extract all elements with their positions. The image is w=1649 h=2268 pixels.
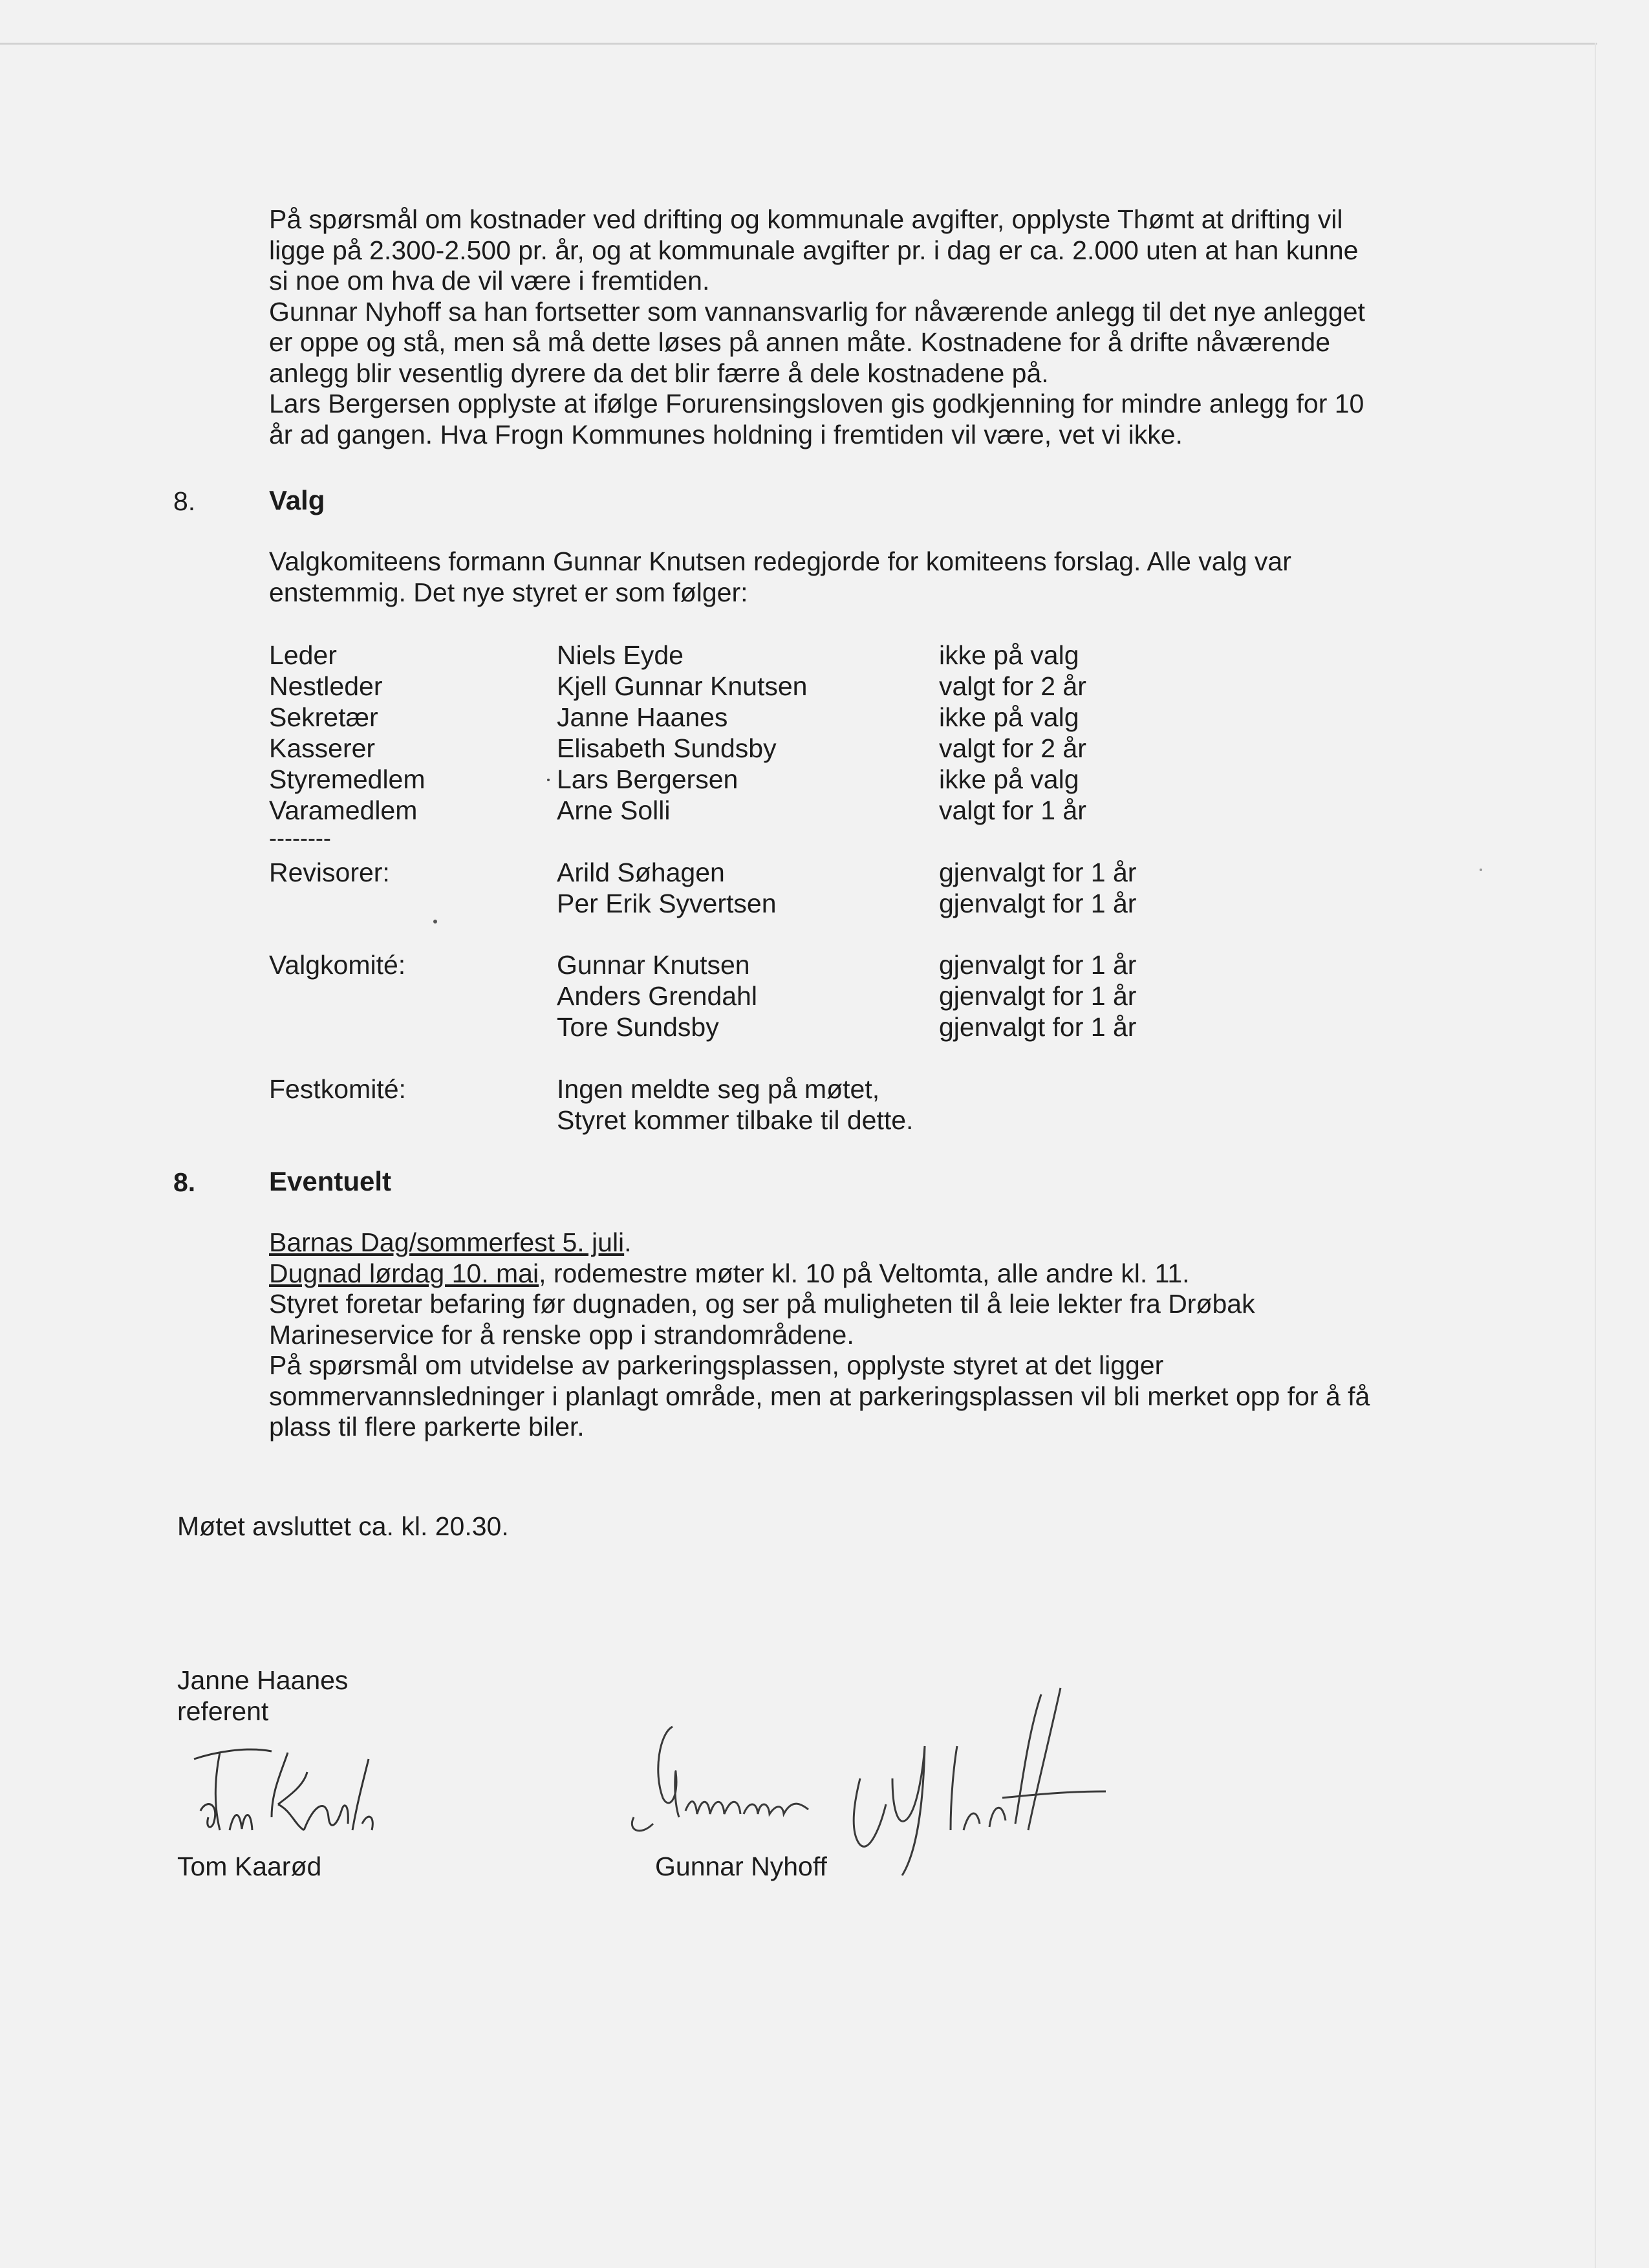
role-cell: Nestleder [269, 671, 383, 701]
festkomite-label: Festkomité: [269, 1074, 406, 1104]
eventuelt-body [269, 1227, 1420, 1443]
text-line: er oppe og stå, men så må dette løses på annen måte. Kostnadene for å drifte nåværende [269, 327, 1331, 357]
status-cell: gjenvalgt for 1 år [939, 981, 1137, 1011]
name-cell: Tore Sundsby [557, 1012, 719, 1042]
scan-right-edge [1595, 43, 1596, 2268]
text-line: Lars Bergersen opplyste at ifølge Forurensingsloven gis godkjenning for mindre anlegg for 10 [269, 389, 1364, 418]
signatory-right-name: Gunnar Nyhoff [655, 1852, 827, 1881]
text-line: Valgkomiteens formann Gunnar Knutsen redegjorde for komiteens forslag. Alle valg var [269, 546, 1291, 576]
section-number: 8. [173, 1167, 196, 1197]
text-line: På spørsmål om kostnader ved drifting og kommunale avgifter, opplyste Thømt at drifting vil [269, 204, 1343, 234]
scan-speck [547, 779, 550, 781]
intro-paragraph [269, 204, 1420, 450]
role-cell: Sekretær [269, 702, 378, 732]
handwritten-signature-left [175, 1733, 394, 1850]
status-cell: gjenvalgt for 1 år [939, 1012, 1137, 1042]
text-line: sommervannsledninger i planlagt område, men at parkeringsplassen vil bli merket opp for å få [269, 1381, 1370, 1411]
status-cell: valgt for 1 år [939, 795, 1086, 825]
closing-line: Møtet avsluttet ca. kl. 20.30. [177, 1511, 509, 1541]
text-line: anlegg blir vesentlig dyrere da det blir færre å dele kostnadene på. [269, 358, 1049, 388]
text-line [269, 1227, 1420, 1258]
role-cell: Kasserer [269, 733, 376, 763]
text-line: ligge på 2.300-2.500 pr. år, og at kommunale avgifter pr. i dag er ca. 2.000 uten at han kunne [269, 235, 1359, 265]
role-cell: Styremedlem [269, 764, 426, 794]
separator-line: -------- [269, 825, 331, 851]
status-cell: gjenvalgt for 1 år [939, 950, 1137, 980]
referent-name: Janne Haanes [177, 1665, 349, 1695]
scan-top-edge [0, 43, 1597, 45]
text-line: Gunnar Nyhoff sa han fortsetter som vannansvarlig for nåværende anlegg til det nye anlegget [269, 296, 1365, 327]
name-cell: Arne Solli [557, 795, 671, 825]
name-cell: Kjell Gunnar Knutsen [557, 671, 808, 701]
name-cell: Anders Grendahl [557, 981, 757, 1011]
status-cell: valgt for 2 år [939, 733, 1086, 763]
revisorer-label: Revisorer: [269, 858, 390, 887]
valg-intro [269, 546, 1420, 608]
text-line: Styret foretar befaring før dugnaden, og ser på muligheten til å leie lekter fra Drøbak [269, 1289, 1255, 1319]
text-fragment: , rodemestre møter kl. 10 på Veltomta, alle andre kl. 11. [539, 1258, 1190, 1288]
status-cell: gjenvalgt for 1 år [939, 889, 1137, 918]
name-cell: Arild Søhagen [557, 858, 725, 887]
text-line: si noe om hva de vil være i fremtiden. [269, 266, 710, 296]
text-fragment: . [624, 1227, 632, 1257]
text-line: plass til flere parkerte biler. [269, 1412, 585, 1442]
status-cell: ikke på valg [939, 764, 1079, 794]
scan-speck [433, 920, 437, 923]
signatory-left-name: Tom Kaarød [177, 1852, 322, 1881]
status-cell: gjenvalgt for 1 år [939, 858, 1137, 887]
status-cell: ikke på valg [939, 640, 1079, 670]
valgkomite-label: Valgkomité: [269, 950, 406, 980]
text-line: På spørsmål om utvidelse av parkeringsplassen, opplyste styret at det ligger [269, 1350, 1164, 1380]
section-heading-eventuelt: Eventuelt [269, 1166, 392, 1196]
name-cell: Janne Haanes [557, 702, 728, 732]
section-number: 8. [173, 486, 196, 516]
scan-speck [1480, 869, 1482, 871]
text-line [269, 1258, 1420, 1290]
role-cell: Varamedlem [269, 795, 418, 825]
name-cell: Gunnar Knutsen [557, 950, 750, 980]
text-line: enstemmig. Det nye styret er som følger: [269, 577, 748, 607]
name-cell: Lars Bergersen [557, 764, 738, 794]
text-line: Marineservice for å renske opp i strandområdene. [269, 1319, 854, 1350]
text-line: år ad gangen. Hva Frogn Kommunes holdning i fremtiden vil være, vet vi ikke. [269, 419, 1183, 449]
underlined-text: Dugnad lørdag 10. mai [269, 1258, 539, 1288]
section-heading-valg: Valg [269, 485, 325, 515]
text-line: Styret kommer tilbake til dette. [557, 1105, 914, 1135]
status-cell: valgt for 2 år [939, 671, 1086, 701]
name-cell: Elisabeth Sundsby [557, 733, 777, 763]
name-cell: Niels Eyde [557, 640, 684, 670]
underlined-text: Barnas Dag/sommerfest 5. juli [269, 1227, 625, 1257]
referent-role: referent [177, 1696, 269, 1726]
text-line: Ingen meldte seg på møtet, [557, 1074, 880, 1104]
role-cell: Leder [269, 640, 337, 670]
name-cell: Per Erik Syvertsen [557, 889, 777, 918]
status-cell: ikke på valg [939, 702, 1079, 732]
